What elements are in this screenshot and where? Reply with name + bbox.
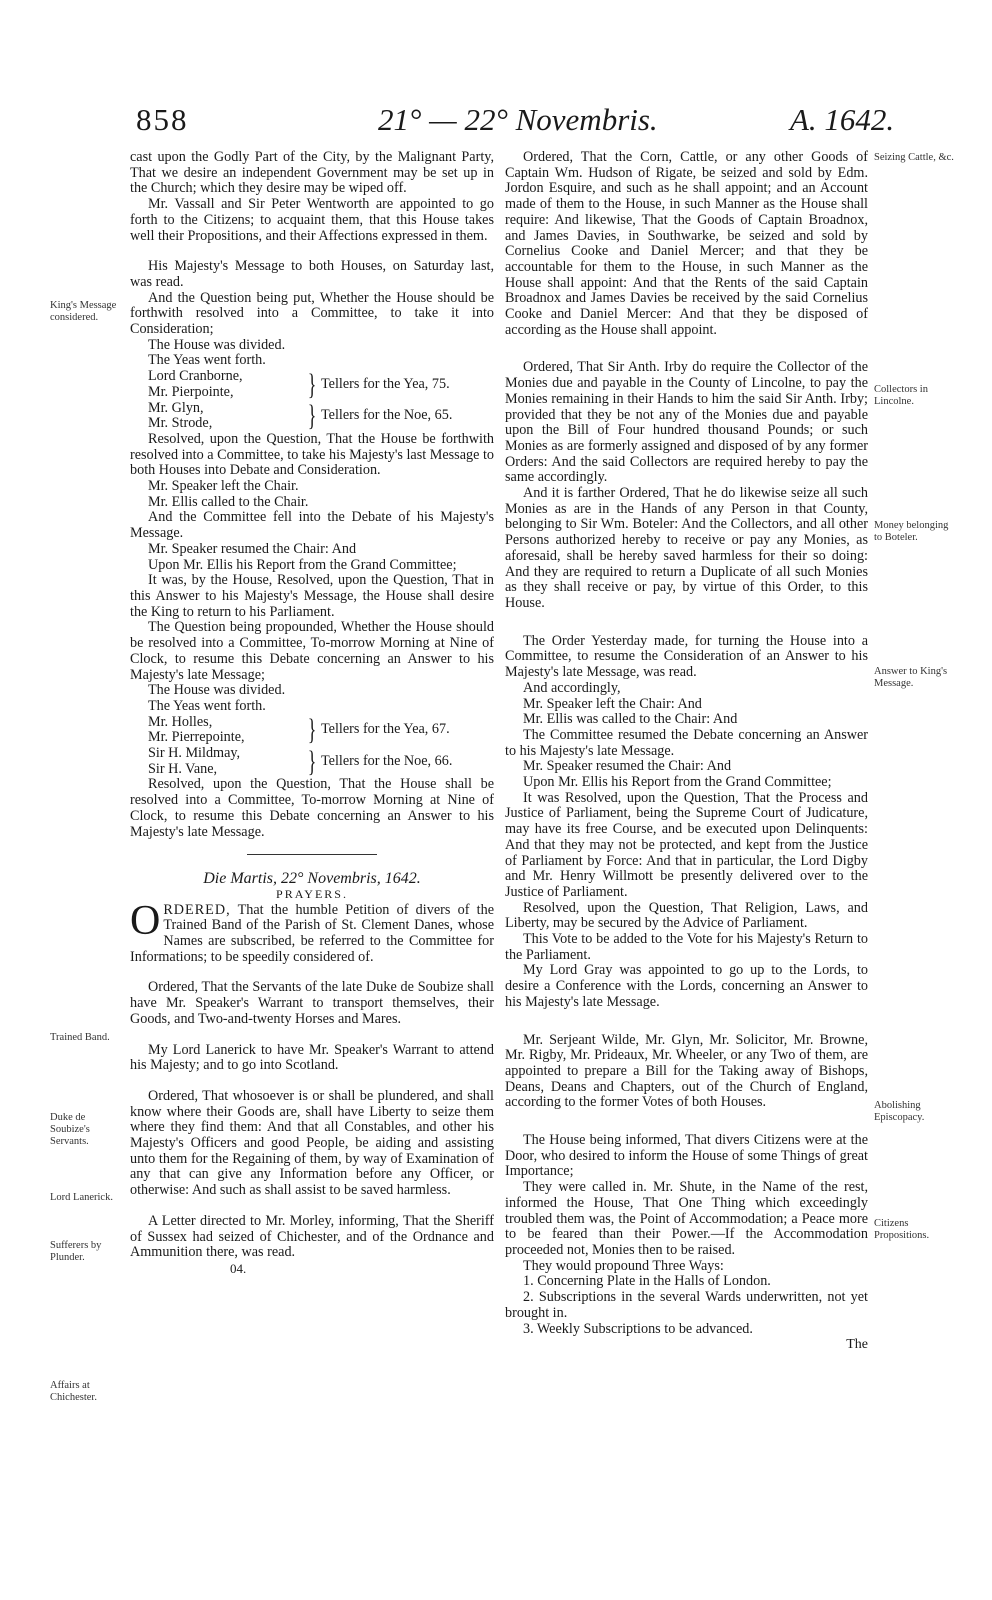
tellers-label: Tellers for the Noe, 66. [321, 752, 453, 769]
paragraph: Mr. Speaker resumed the Chair: And [148, 540, 357, 557]
teller-name: Mr. Pierpointe, [148, 383, 234, 400]
tellers-label: Tellers for the Yea, 67. [321, 721, 450, 738]
list-item: 3. Weekly Subscriptions to be advanced. [523, 1320, 753, 1337]
paragraph: Mr. Vassall and Sir Peter Wentworth are appointed to go forth to the Citizens; to acquaint them, that this House takes well their Propositions, and their Affections expressed in them. [130, 196, 494, 244]
paragraph: Upon Mr. Ellis his Report from the Grand Committee; [523, 774, 832, 791]
paragraph: The House was divided. [148, 682, 286, 699]
paragraph: Ordered, That the Servants of the late Duke de Soubize shall have Mr. Speaker's Warrant to transport themselves, their Goods, and Two-and-twenty Horses and Mares. [130, 979, 494, 1027]
paragraph: Ordered, That the Corn, Cattle, or any other Goods of Captain Wm. Hudson of Rigate, be seized and sold by Edm. Jordon Esquire, and such as he shall appoint; and an Account made of them to the House, in such Manner as the House shall require: And likewise, That the Goods of Captain Broadnox, and James Davies, in Southwarke, be seized and sold by Cornelius Cooke and Daniel Mercer; and that they be accountable for them to the House, in such Manner as the House shall appoint: And that the Rents of the said Captain Broadnox and James Davies be received by the said Cornelius Cooke and Daniel Mercer: And that they be disposed of according as the House shall appoint. [505, 149, 868, 338]
teller-name: Sir H. Vane, [148, 760, 218, 777]
teller-name: Mr. Holles, [148, 713, 213, 730]
margin-note-lord-lanerick: Lord Lanerick. [50, 1192, 113, 1203]
paragraph-text: That the humble Petition of divers of the Trained Band of the Parish of St. Clement Danes, whose Names are subscribed, be referred to the Committee for Informations; to be speedily considered of. [130, 901, 494, 965]
paragraph: Upon Mr. Ellis his Report from the Grand Committee; [148, 556, 457, 573]
header-date-range: 21° — 22° Novembris. [378, 102, 658, 137]
teller-name: Mr. Strode, [148, 415, 213, 432]
margin-note-chichester: Affairs at Chichester. [50, 1380, 97, 1403]
paragraph: Mr. Ellis called to the Chair. [148, 493, 309, 510]
paragraph: cast upon the Godly Part of the City, by the Malignant Party, That we desire an independent Government may be set up in the Church; which they desire may be wiped off. [130, 149, 494, 197]
margin-note-citizens: Citizens Propositions. [874, 1218, 930, 1241]
margin-note-kings-message: King's Message considered. [50, 300, 117, 323]
paragraph: The Yeas went forth. [148, 352, 266, 369]
paragraph: Ordered, That Sir Anth. Irby do require the Collector of the Monies due and payable in the County of Lincolne, to pay the Monies remaining in their Hands to him the said Sir Anth. Irby; provided that they be not any of the Monies due and payable upon the Bill of Four hundred thousand Pounds; or such Monies as are formerly assigned and disposed of by any former Orders: And the said Collectors are required hereby to pay the same accordingly. [505, 359, 868, 486]
paragraph: It was, by the House, Resolved, upon the Question, That in this Answer to his Majesty's Message, the House shall desire the King to return to his Parliament. [130, 572, 494, 620]
paragraph: The Committee resumed the Debate concerning an Answer to his Majesty's late Message. [505, 726, 868, 759]
margin-note-money-boteler: Money belonging to Boteler. [874, 520, 949, 543]
list-item: 1. Concerning Plate in the Halls of London. [523, 1273, 771, 1290]
page-number: 858 [136, 102, 189, 137]
teller-name: Sir H. Mildmay, [148, 745, 241, 762]
paragraph: Resolved, upon the Question, That Religion, Laws, and Liberty, may be secured by the Advice of Parliament. [505, 899, 868, 932]
paragraph: And accordingly, [523, 679, 621, 696]
margin-note-episcopacy: Abolishing Episcopacy. [874, 1100, 925, 1123]
margin-note-sufferers: Sufferers by Plunder. [50, 1240, 102, 1263]
paragraph: Resolved, upon the Question, That the House shall be resolved into a Committee, To-morrow Morning at Nine of Clock, to resume this Debate concerning an Answer to his Majesty's late Message. [130, 776, 494, 840]
drop-cap: O [130, 897, 161, 944]
tellers-label: Tellers for the Yea, 75. [321, 375, 450, 392]
list-item: 2. Subscriptions in the several Wards underwritten, not yet brought in. [505, 1289, 868, 1321]
paragraph: A Letter directed to Mr. Morley, informing, That the Sheriff of Sussex had seized of Chichester, and of the Ordnance and Ammunition there, was read. [130, 1212, 494, 1261]
paragraph: The Order Yesterday made, for turning the House into a Committee, to resume the Consideration of an Answer to his Majesty's late Message, was read. [505, 632, 868, 681]
day-heading: Die Martis, 22° Novembris, 1642. [203, 870, 421, 888]
paragraph: The House was divided. [148, 336, 286, 353]
teller-name: Lord Cranborne, [148, 368, 243, 385]
paragraph: My Lord Gray was appointed to go up to the Lords, to desire a Conference with the Lords, concerning an Answer to his Majesty's late Message. [505, 962, 868, 1010]
left-column [130, 150, 494, 1277]
paragraph: Mr. Speaker resumed the Chair: And [523, 758, 732, 775]
right-column [505, 150, 868, 1353]
ordered-lead: RDERED, [163, 901, 231, 918]
teller-name: Mr. Glyn, [148, 399, 204, 416]
paragraph: My Lord Lanerick to have Mr. Speaker's Warrant to attend his Majesty; and to go into Scotland. [130, 1041, 494, 1074]
paragraph: This Vote to be added to the Vote for his Majesty's Return to the Parliament. [505, 931, 868, 963]
paragraph: Resolved, upon the Question, That the House be forthwith resolved into a Committee, to take his Majesty's last Message to both Houses into Debate and Consideration. [130, 430, 494, 479]
paragraph: Mr. Speaker left the Chair. [148, 478, 299, 495]
paragraph: They would propound Three Ways: [523, 1257, 724, 1274]
folio-mark: 04. [230, 1261, 247, 1276]
tellers-label: Tellers for the Noe, 65. [321, 407, 453, 424]
paragraph: The Question being propounded, Whether the House should be resolved into a Committee, To-morrow Morning at Nine of Clock, to resume this Debate concerning an Answer to his Majesty's late Message; [130, 619, 494, 683]
margin-note-collectors: Collectors in Lincolne. [874, 384, 928, 407]
margin-note-seizing-cattle: Seizing Cattle, &c. [874, 152, 954, 163]
tellers-yea-1: Lord Cranborne, Mr. Pierpointe, } Tellers for the Yea, 75. [148, 367, 450, 401]
margin-note-trained-band: Trained Band. [50, 1032, 110, 1043]
catchword: The [846, 1337, 868, 1353]
tellers-noe-2: Sir H. Mildmay, Sir H. Vane, } Tellers for the Noe, 66. [148, 744, 453, 778]
paragraph: And the Committee fell into the Debate of his Majesty's Message. [130, 509, 494, 542]
paragraph: Mr. Ellis was called to the Chair: And [523, 711, 738, 728]
paragraph: His Majesty's Message to both Houses, on Saturday last, was read. [130, 258, 494, 290]
tellers-noe-1: Mr. Glyn, Mr. Strode, } Tellers for the Noe, 65. [148, 399, 453, 433]
paragraph: The Yeas went forth. [148, 697, 266, 714]
paragraph: It was Resolved, upon the Question, That the Process and Justice of Parliament, being the Supreme Court of Judicature, may have its free Course, and be executed upon Delinquents: And that they may not be protected, and kept from the Justice of Parliament by Force: And that in particular, the Lord Digby and Mr. Henry Willmott be presently delivered over to the Justice of Parliament. [505, 789, 868, 900]
margin-note-duke-soubize: Duke de Soubize's Servants. [50, 1112, 90, 1147]
margin-note-answer-king: Answer to King's Message. [874, 666, 948, 689]
section-divider [247, 854, 377, 855]
paragraph-dropcap [130, 897, 494, 966]
page-header [0, 100, 992, 140]
teller-name: Mr. Pierrepointe, [148, 729, 245, 746]
header-year: A. 1642. [790, 102, 895, 137]
prayers-heading: PRAYERS. [276, 886, 348, 901]
paragraph: The House being informed, That divers Citizens were at the Door, who desired to inform the House of some Things of great Importance; [505, 1132, 868, 1180]
paragraph: And the Question being put, Whether the House should be forthwith resolved into a Committee, to take it into Consideration; [130, 289, 494, 338]
tellers-yea-2: Mr. Holles, Mr. Pierrepointe, } Tellers for the Yea, 67. [148, 713, 450, 747]
paragraph: Mr. Serjeant Wilde, Mr. Glyn, Mr. Solicitor, Mr. Browne, Mr. Rigby, Mr. Prideaux, Mr. Wheeler, or any Two of them, are appointed to prepare a Bill for the Taking away of Bishops, Deans, Deans and Chapters, out of the Church of England, according to the former Votes of both Houses. [505, 1031, 868, 1111]
paragraph: Ordered, That whosoever is or shall be plundered, and shall know where their Goods are, shall have Liberty to seize them where they find them: And that all Constables, and other his Majesty's Officers and good People, be aiding and assisting unto them for the Regaining of them, by way of Examination of any that can give any Information before any Officer, or otherwise: And such as shall assist to be saved harmless. [130, 1087, 494, 1199]
paragraph: And it is farther Ordered, That he do likewise seize all such Monies as are in the Hands of any Person in that County, belonging to Sir Wm. Boteler: And the Collectors, and all other Persons authorized hereby to receive or pay any Monies, as aforesaid, shall be hereby saved harmless for their so doing: And they are required to return a Duplicate of all such Monies as they shall receive or pay, by virtue of this Order, to this House. [505, 485, 868, 611]
paragraph: They were called in. Mr. Shute, in the Name of the rest, informed the House, That One Thing which exceedingly troubled them was, the Point of Accommodation; a Peace more to be feared than their Power.—If the Accommodation proceeded not, Monies then to be raised. [505, 1179, 868, 1258]
paragraph: Mr. Speaker left the Chair: And [523, 695, 702, 712]
